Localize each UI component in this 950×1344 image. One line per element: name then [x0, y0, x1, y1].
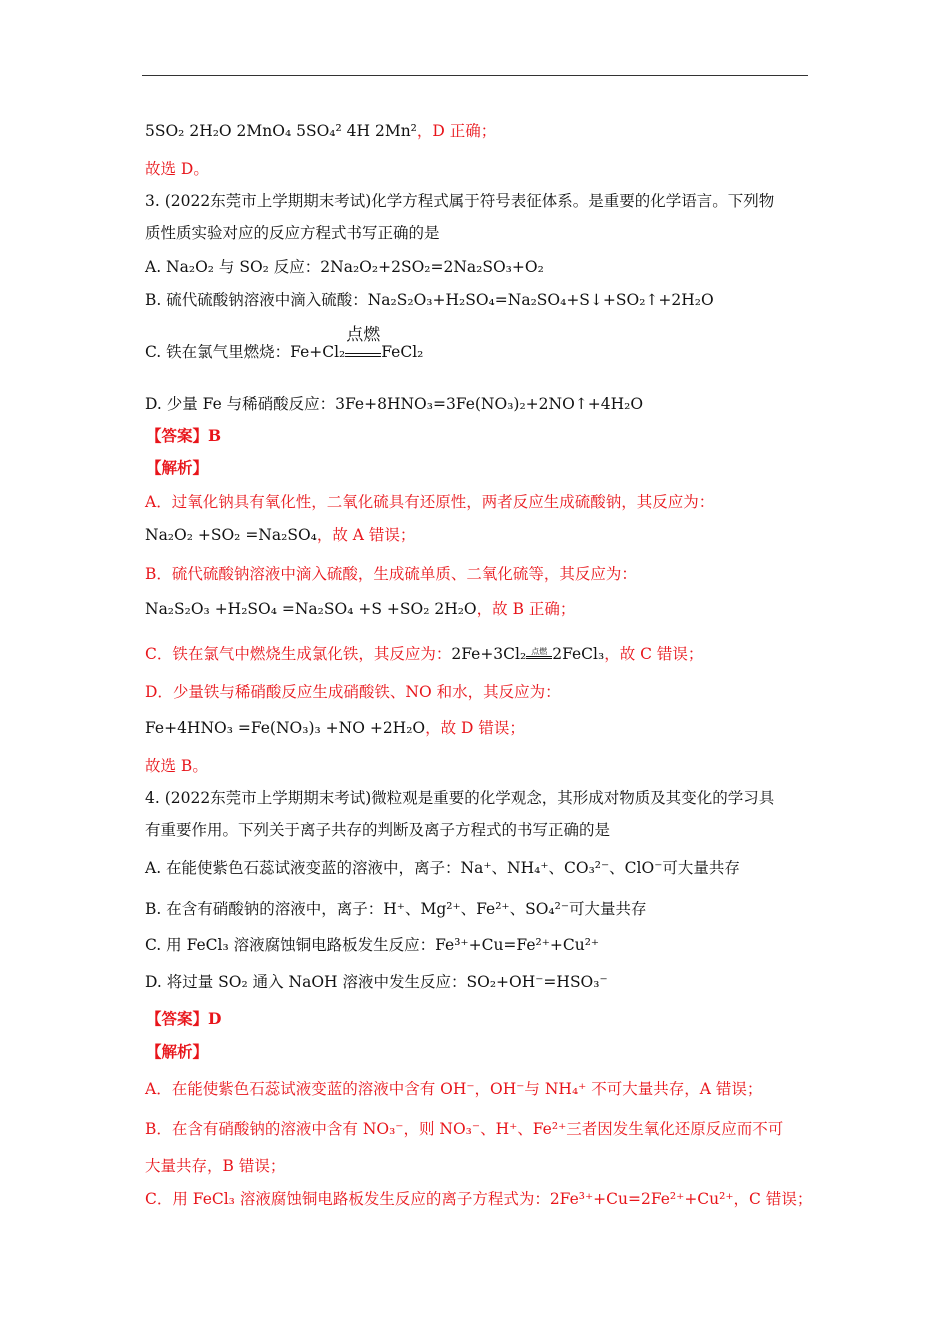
q4-stem-line-2: 有重要作用。下列关于离子共存的判断及离子方程式的书写正确的是: [145, 821, 611, 839]
q3-explain-c-verdict: ，故 C 错误；: [604, 645, 704, 663]
reaction-condition-sign: [345, 325, 381, 357]
q3-explain-d-equation: Fe+4HNO₃ =Fe(NO₃)₃ +NO +2H₂O: [145, 719, 426, 737]
q3-explain-c-rhs: 2FeCl₃: [552, 645, 605, 663]
q3-stem-line-2: 质性质实验对应的反应方程式书写正确的是: [145, 224, 440, 242]
q4-explain-a: A．在能使紫色石蕊试液变蓝的溶液中含有 OH⁻，OH⁻与 NH₄⁺ 不可大量共存，A 错误；: [145, 1080, 763, 1098]
q3-explain-a: A．过氧化钠具有氧化性，二氧化硫具有还原性，两者反应生成硫酸钠，其反应为：: [145, 493, 715, 511]
q3-explain-a-equation: Na₂O₂ +SO₂ =Na₂SO₄: [145, 526, 317, 544]
q3-choice: 故选 B。: [145, 757, 208, 775]
q4-explain-b-line-1: B．在含有硝酸钠的溶液中含有 NO₃⁻，则 NO₃⁻、H⁺、Fe²⁺三者因发生氧化还原反应而不可: [145, 1120, 784, 1138]
condition-label: 点燃: [346, 325, 381, 345]
q3-explain-b: B．硫代硫酸钠溶液中滴入硫酸，生成硫单质、二氧化硫等，其反应为：: [145, 565, 637, 583]
q3-explain-c: C．铁在氯气中燃烧生成氯化铁，其反应为：: [145, 645, 452, 663]
q4-answer: 【答案】D: [146, 1009, 222, 1028]
q3-explain-a-verdict: ，故 A 错误；: [316, 526, 416, 544]
q4-stem-line-1: 4. (2022东莞市上学期期末考试)微粒观是重要的化学观念，其形成对物质及其变化的学习具: [145, 789, 775, 807]
q3-explain-b-equation: Na₂S₂O₃ +H₂SO₄ =Na₂SO₄ +S +SO₂ 2H₂O: [145, 600, 477, 618]
q3-explain-d-verdict: ，故 D 错误；: [425, 719, 525, 737]
q3-explain-a-equation-line: [145, 523, 810, 547]
q3-option-d: D. 少量 Fe 与稀硝酸反应：3Fe+8HNO₃=3Fe(NO₃)₂+2NO↑+4H₂O: [145, 395, 644, 413]
q3-explain-c-line: [145, 642, 810, 666]
condition-label-small: 点燃: [531, 647, 548, 656]
q3-explain-d: D．少量铁与稀硝酸反应生成硝酸铁、NO 和水，其反应为：: [145, 683, 561, 701]
q4-option-a: A. 在能使紫色石蕊试液变蓝的溶液中，离子：Na⁺、NH₄⁺、CO₃²⁻、ClO⁻可大量共存: [145, 859, 740, 877]
q3-explain-b-verdict: ，故 B 正确；: [476, 600, 576, 618]
q3-option-a: A. Na₂O₂ 与 SO₂ 反应：2Na₂O₂+2SO₂=2Na₂SO₃+O₂: [145, 258, 544, 276]
q3-option-c: [145, 325, 810, 364]
prev-equation-line: [145, 119, 810, 143]
q4-analysis-heading: 【解析】: [146, 1042, 209, 1061]
q4-option-b: B. 在含有硝酸钠的溶液中，离子：H⁺、Mg²⁺、Fe²⁺、SO₄²⁻可大量共存: [145, 900, 647, 918]
q3-answer: 【答案】B: [146, 426, 222, 445]
reaction-condition-sign-small: [526, 647, 552, 659]
q3-analysis-heading: 【解析】: [146, 458, 209, 477]
q3-stem-line-1: 3. (2022东莞市上学期期末考试)化学方程式属于符号表征体系。是重要的化学语言。下列物: [145, 192, 775, 210]
q3-option-c-lhs: C. 铁在氯气里燃烧：Fe+Cl₂: [145, 343, 346, 361]
q4-option-c: C. 用 FeCl₃ 溶液腐蚀铜电路板发生反应：Fe³⁺+Cu=Fe²⁺+Cu²⁺: [145, 936, 600, 954]
q4-explain-c: C．用 FeCl₃ 溶液腐蚀铜电路板发生反应的离子方程式为：2Fe³⁺+Cu=2Fe²⁺+Cu²⁺，C 错误；: [145, 1190, 813, 1208]
q4-option-d: D. 将过量 SO₂ 通入 NaOH 溶液中发生反应：SO₂+OH⁻=HSO₃⁻: [145, 973, 608, 991]
q3-explain-d-equation-line: [145, 716, 810, 740]
q3-option-c-rhs: FeCl₂: [381, 343, 424, 361]
prev-verdict: ，D 正确；: [416, 122, 497, 140]
prev-choice: 故选 D。: [145, 160, 209, 178]
header-rule: [142, 75, 808, 76]
q3-option-b: B. 硫代硫酸钠溶液中滴入硫酸：Na₂S₂O₃+H₂SO₄=Na₂SO₄+S↓+SO₂↑+2H₂O: [145, 291, 714, 309]
q4-explain-b-line-2: 大量共存，B 错误；: [145, 1157, 286, 1175]
q3-explain-b-equation-line: [145, 597, 810, 621]
prev-equation: 5SO₂ 2H₂O 2MnO₄ 5SO₄² 4H 2Mn²: [145, 122, 417, 140]
q3-explain-c-lhs: 2Fe+3Cl₂: [451, 645, 527, 663]
